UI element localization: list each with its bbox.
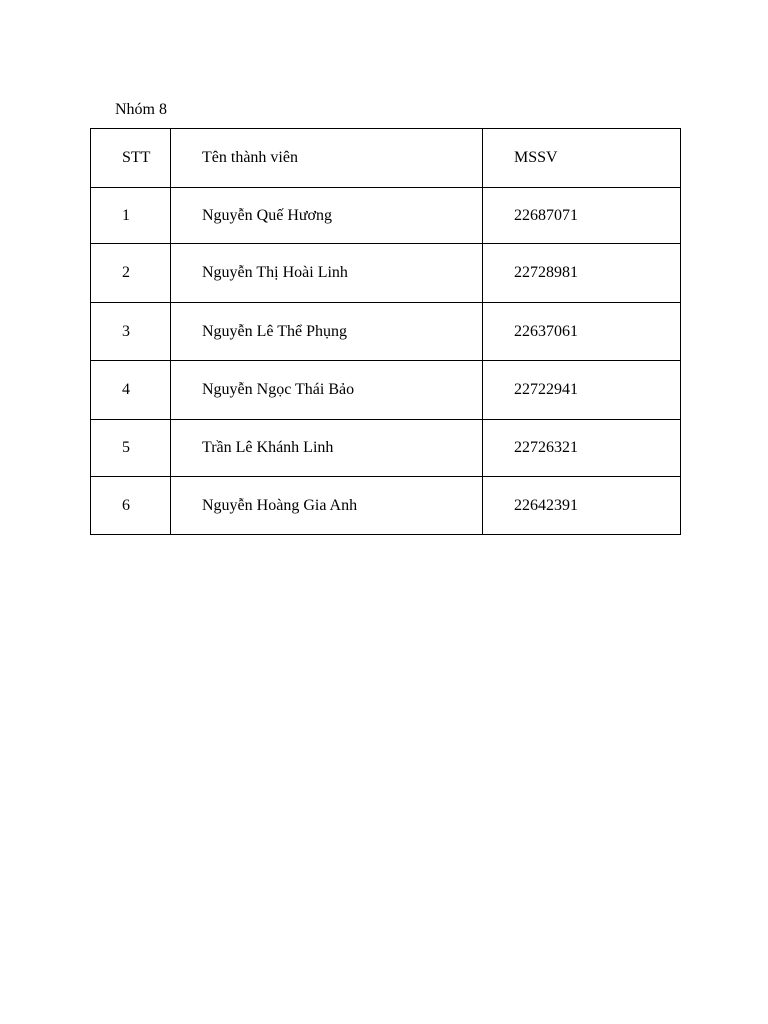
cell-member-name: Nguyễn Quế Hương bbox=[171, 188, 483, 244]
table-row bbox=[91, 477, 681, 535]
cell-mssv: 22637061 bbox=[483, 303, 681, 361]
table-row bbox=[91, 303, 681, 361]
table-row bbox=[91, 361, 681, 420]
table-row bbox=[91, 420, 681, 477]
cell-stt: 3 bbox=[91, 303, 171, 361]
cell-stt: 4 bbox=[91, 361, 171, 420]
cell-mssv: 22726321 bbox=[483, 420, 681, 477]
cell-member-name: Nguyễn Lê Thể Phụng bbox=[171, 303, 483, 361]
table-row bbox=[91, 244, 681, 303]
cell-stt: 5 bbox=[91, 420, 171, 477]
cell-mssv: 22687071 bbox=[483, 188, 681, 244]
header-mssv: MSSV bbox=[483, 129, 681, 188]
group-title: Nhóm 8 bbox=[115, 101, 167, 118]
cell-member-name: Trần Lê Khánh Linh bbox=[171, 420, 483, 477]
cell-mssv: 22642391 bbox=[483, 477, 681, 535]
cell-stt: 6 bbox=[91, 477, 171, 535]
table-header-row bbox=[91, 129, 681, 188]
header-member-name: Tên thành viên bbox=[171, 129, 483, 188]
header-stt: STT bbox=[91, 129, 171, 188]
cell-stt: 1 bbox=[91, 188, 171, 244]
cell-member-name: Nguyễn Thị Hoài Linh bbox=[171, 244, 483, 303]
members-table bbox=[90, 128, 681, 535]
cell-mssv: 22728981 bbox=[483, 244, 681, 303]
table-row bbox=[91, 188, 681, 244]
cell-member-name: Nguyễn Hoàng Gia Anh bbox=[171, 477, 483, 535]
cell-member-name: Nguyễn Ngọc Thái Bảo bbox=[171, 361, 483, 420]
cell-mssv: 22722941 bbox=[483, 361, 681, 420]
cell-stt: 2 bbox=[91, 244, 171, 303]
